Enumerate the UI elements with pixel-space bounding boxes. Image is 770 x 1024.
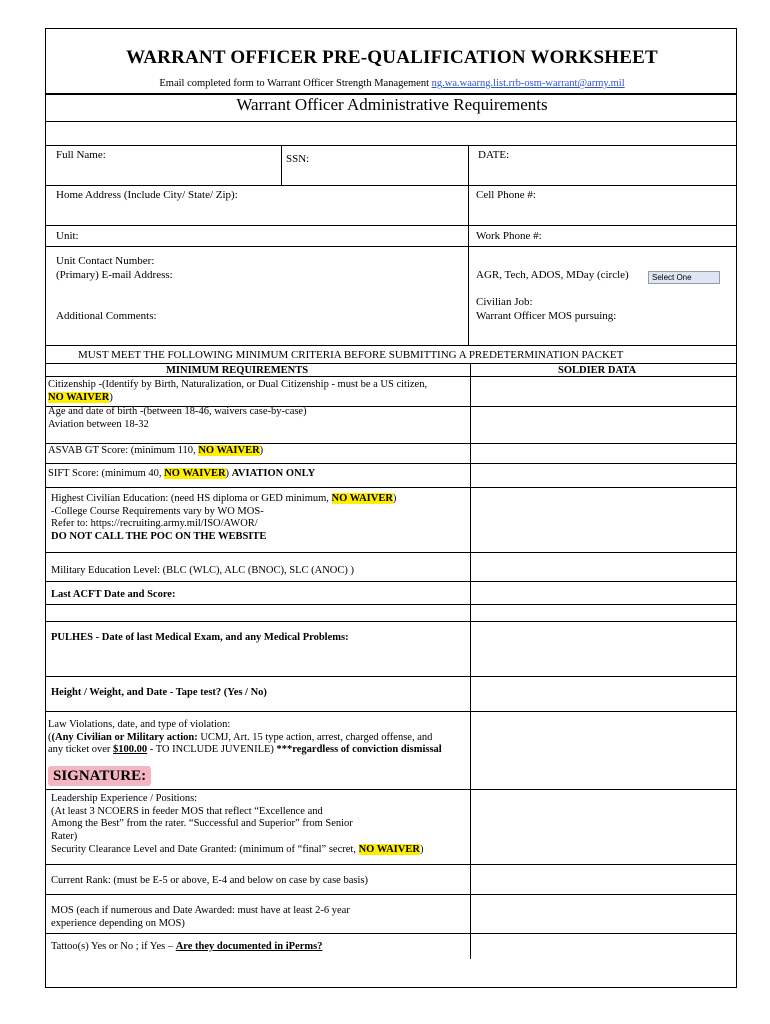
- senior-rater-text: Rater): [51, 830, 78, 842]
- rater-text: Among the Best” from the rater. “Successful and Superior” from Senior: [51, 818, 353, 829]
- unit-field[interactable]: Unit:: [56, 230, 79, 242]
- ucmj-text: UCMJ, Art. 15 type action, arrest, charged offense, and: [200, 731, 433, 743]
- juvenile-text: - TO INCLUDE JUVENILE): [149, 744, 274, 755]
- divider: [46, 225, 736, 226]
- divider: [46, 376, 736, 377]
- col-header-min: MINIMUM REQUIREMENTS: [166, 365, 309, 376]
- ticket-text: any ticket over: [48, 744, 111, 755]
- divider: [46, 789, 736, 790]
- divider: [46, 463, 736, 464]
- conviction-text: ***regardless of conviction dismissal: [276, 744, 442, 755]
- citizenship-text: Citizenship -(Identify by Birth, Naturalization, or Dual Citizenship - must be a US citizen,: [48, 379, 428, 390]
- divider: [46, 711, 736, 712]
- section-subtitle: Warrant Officer Administrative Requirements: [236, 95, 548, 114]
- mos-text: MOS (each if numerous and Date Awarded: must have at least 2-6 year: [51, 905, 350, 916]
- education-row[interactable]: Highest Civilian Education: (need HS diploma or GED minimum, NO WAIVER) -College Course Requirements vary by WO MOS- Refer to: https://recruiting.army.mil/ISO/AWOR/ DO NOT CALL THE POC ON THE WEBSITE: [51, 493, 397, 542]
- divider: [46, 933, 736, 934]
- email-prefix: Email completed form to Warrant Officer Strength Management: [159, 78, 430, 89]
- tattoo-text: Tattoo(s) Yes or No ; if Yes –: [51, 941, 174, 952]
- duty-status-label: AGR, Tech, ADOS, MDay (circle): [476, 269, 629, 281]
- height-weight-row[interactable]: Height / Weight, and Date - Tape test? (Yes / No): [51, 687, 267, 698]
- clearance-text: Security Clearance Level and Date Granted: (minimum of “final” secret,: [51, 844, 356, 855]
- divider: [46, 604, 736, 605]
- sift-aviation-only: AVIATION ONLY: [231, 468, 316, 479]
- grid-line: [468, 145, 469, 345]
- full-name-field[interactable]: Full Name:: [56, 149, 106, 161]
- worksheet-frame: [45, 28, 737, 988]
- no-waiver-badge: NO WAIVER: [358, 844, 420, 855]
- page-title: WARRANT OFFICER PRE-QUALIFICATION WORKSHEET: [126, 47, 658, 68]
- citizenship-row[interactable]: Citizenship -(Identify by Birth, Naturalization, or Dual Citizenship - must be a US citizen, NO WAIVER): [48, 379, 428, 403]
- divider: [46, 894, 736, 895]
- divider: [46, 145, 736, 146]
- divider: [46, 246, 736, 247]
- divider: [46, 581, 736, 582]
- iperms-text: Are they documented in iPerms?: [175, 941, 323, 952]
- current-rank-row[interactable]: Current Rank: (must be E-5 or above, E-4 and below on case by case basis): [51, 875, 368, 886]
- additional-comments-field[interactable]: Additional Comments:: [56, 310, 157, 322]
- mos-experience-text: experience depending on MOS): [51, 917, 185, 929]
- sift-row[interactable]: SIFT Score: (minimum 40, NO WAIVER) AVIATION ONLY: [48, 468, 316, 479]
- no-waiver-badge: NO WAIVER: [48, 391, 110, 403]
- asvab-text: ASVAB GT Score: (minimum 110,: [48, 445, 196, 456]
- divider: [46, 345, 736, 346]
- email-field[interactable]: (Primary) E-mail Address:: [56, 269, 173, 281]
- military-education-row[interactable]: Military Education Level: (BLC (WLC), ALC (BNOC), SLC (ANOC) ): [51, 565, 354, 576]
- divider: [46, 621, 736, 622]
- no-waiver-badge: NO WAIVER: [331, 493, 393, 504]
- ticket-amount: $100.00: [113, 744, 148, 755]
- signature-field[interactable]: [48, 767, 151, 785]
- divider: [46, 552, 736, 553]
- sift-text: SIFT Score: (minimum 40,: [48, 468, 162, 479]
- civilian-military-action: (Any Civilian or Military action:: [51, 731, 198, 743]
- date-field[interactable]: DATE:: [478, 149, 510, 161]
- leadership-text: Leadership Experience / Positions:: [51, 793, 198, 804]
- do-not-call-text: DO NOT CALL THE POC ON THE WEBSITE: [51, 530, 267, 542]
- divider: [46, 363, 736, 364]
- col-header-data: SOLDIER DATA: [558, 365, 637, 376]
- civilian-job-field[interactable]: Civilian Job:: [476, 296, 533, 308]
- home-address-field[interactable]: Home Address (Include City/ State/ Zip):: [56, 189, 238, 201]
- criteria-banner: MUST MEET THE FOLLOWING MINIMUM CRITERIA BEFORE SUBMITTING A PREDETERMINATION PACKET: [78, 349, 624, 361]
- divider: [46, 864, 736, 865]
- grid-line: [470, 363, 471, 959]
- divider: [46, 443, 736, 444]
- aviation-age-text: Aviation between 18-32: [48, 418, 149, 430]
- age-text: Age and date of birth -(between 18-46, waivers case-by-case): [48, 406, 307, 417]
- signature-label: SIGNATURE:: [48, 766, 151, 786]
- college-requirements-text: -College Course Requirements vary by WO MOS-: [51, 505, 264, 517]
- no-waiver-badge: NO WAIVER: [198, 445, 260, 456]
- divider: [46, 487, 736, 488]
- mos-pursuing-field[interactable]: Warrant Officer MOS pursuing:: [476, 310, 617, 322]
- cell-phone-field[interactable]: Cell Phone #:: [476, 189, 536, 201]
- acft-row[interactable]: Last ACFT Date and Score:: [51, 589, 176, 600]
- email-link[interactable]: ng.wa.waarng.list.rrb-osm-warrant@army.mil: [431, 78, 625, 89]
- divider: [46, 185, 736, 186]
- ssn-field[interactable]: SSN:: [286, 153, 310, 165]
- tattoo-row[interactable]: [51, 941, 323, 954]
- email-instruction: [46, 78, 738, 89]
- unit-contact-field[interactable]: Unit Contact Number:: [56, 255, 155, 267]
- education-text: Highest Civilian Education: (need HS diploma or GED minimum,: [51, 493, 329, 504]
- grid-line: [281, 145, 282, 185]
- law-violations-text: Law Violations, date, and type of violation:: [48, 719, 231, 730]
- mos-row[interactable]: [51, 905, 350, 930]
- divider: [46, 676, 736, 677]
- divider: [46, 121, 736, 122]
- ncoer-text: (At least 3 NCOERS in feeder MOS that reflect “Excellence and: [51, 805, 323, 817]
- refer-link-text: Refer to: https://recruiting.army.mil/ISO/AWOR/: [51, 518, 258, 529]
- leadership-row[interactable]: [51, 793, 353, 843]
- pulhes-row[interactable]: PULHES - Date of last Medical Exam, and any Medical Problems:: [51, 632, 349, 643]
- duty-status-select[interactable]: Select One: [648, 271, 720, 284]
- work-phone-field[interactable]: Work Phone #:: [476, 230, 542, 242]
- clearance-row[interactable]: Security Clearance Level and Date Granted: (minimum of “final” secret, NO WAIVER): [51, 844, 424, 855]
- no-waiver-badge: NO WAIVER: [164, 468, 226, 479]
- law-violations-row[interactable]: Law Violations, date, and type of violation: ((Any Civilian or Military action: UCMJ, Art. 15 type action, arrest, charged offense, and any ticket over $100.00 - TO INCLUDE JUVENILE) ***regardless of conviction dismissal: [48, 719, 442, 755]
- age-row[interactable]: [48, 406, 307, 431]
- asvab-row[interactable]: ASVAB GT Score: (minimum 110, NO WAIVER): [48, 445, 264, 456]
